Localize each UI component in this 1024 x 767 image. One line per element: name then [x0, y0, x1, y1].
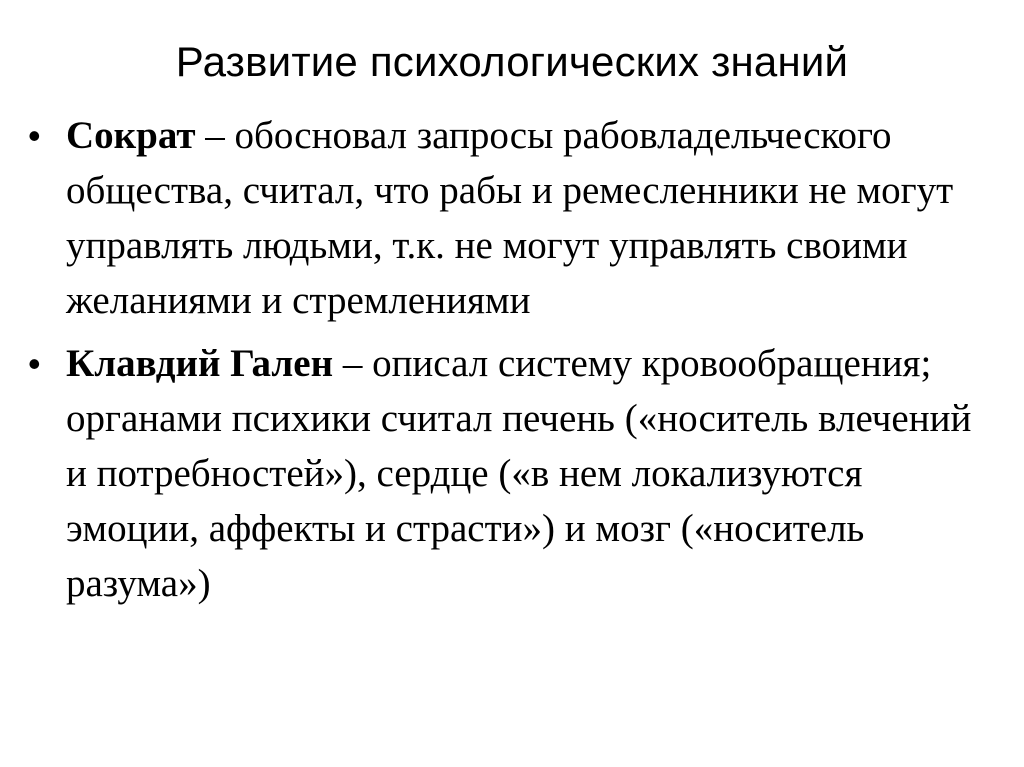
bullet-item-socrates — [28, 108, 986, 328]
bullet-name: Сократ — [66, 114, 196, 157]
bullet-text: – описал систему кровообращения; органами психики считал печень («носитель влечений и потребностей»), сердце («в нем локализуются эмоции, аффекты и страсти») и мозг («носитель разума») — [66, 342, 972, 605]
slide-title: Развитие психологических знаний — [175, 38, 849, 85]
bullet-name: Клавдий Гален — [66, 342, 334, 385]
bullet-list — [28, 108, 986, 619]
bullet-icon: • — [28, 115, 41, 156]
bullet-item-galen — [28, 336, 986, 611]
bullet-text: – обосновал запросы рабовладельческого общества, считал, что рабы и ремесленники не могут управлять людьми, т.к. не могут управлять своими желаниями и стремлениями — [66, 114, 954, 322]
bullet-icon: • — [28, 343, 41, 384]
